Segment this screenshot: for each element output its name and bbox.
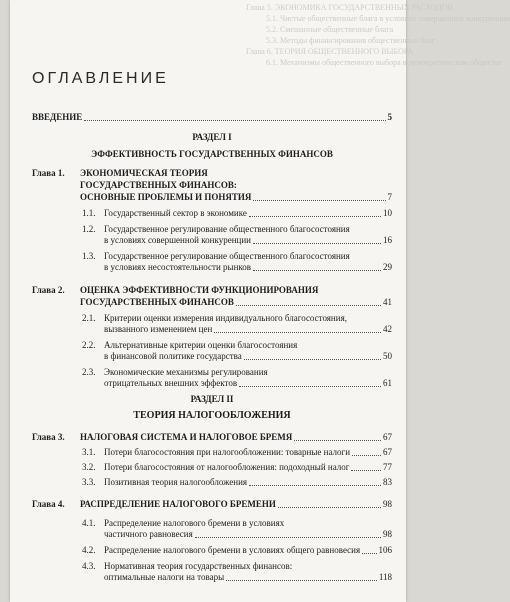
- chapter-title-line: ГОСУДАРСТВЕННЫХ ФИНАНСОВ:: [80, 180, 237, 190]
- entry-label: Распределение налогового бремени в условиях: [104, 518, 285, 528]
- bleed-line: 5.2. Смешанные общественные блага: [266, 25, 394, 34]
- leader-dots: [253, 243, 381, 244]
- page-number: 10: [383, 208, 392, 218]
- chapter-title: РАСПРЕДЕЛЕНИЕ НАЛОГОВОГО БРЕМЕНИ: [80, 499, 276, 509]
- entry-label: Позитивная теория налогообложения: [104, 477, 248, 487]
- chapter-tag: Глава 1.: [32, 168, 65, 178]
- leader-dots: [352, 455, 381, 456]
- entry-label: в условиях совершенной конкуренции: [104, 235, 251, 245]
- chapter-tag: Глава 4.: [32, 499, 65, 509]
- chapter-title-line: ГОСУДАРСТВЕННЫХ ФИНАНСОВ: [80, 297, 234, 307]
- toc-section-4-3[interactable]: [32, 561, 392, 572]
- toc-chapter-3[interactable]: [32, 432, 392, 443]
- bleed-through-text: [16, 2, 510, 110]
- page-number: 83: [383, 477, 392, 487]
- toc-chapter-4[interactable]: [32, 499, 392, 510]
- page-number: 41: [383, 297, 392, 307]
- section-number: 1.1.: [82, 208, 96, 218]
- leader-dots: [253, 270, 381, 271]
- toc-section-4-1[interactable]: [32, 518, 392, 529]
- toc-section-1-3[interactable]: [32, 251, 392, 262]
- toc-section-1-3-end[interactable]: [32, 262, 392, 273]
- entry-label: Потери благосостояния при налогообложении: товарные налоги: [104, 447, 351, 457]
- toc-chapter-2[interactable]: [32, 285, 392, 296]
- page-number: 61: [383, 378, 392, 388]
- chapter-title: НАЛОГОВАЯ СИСТЕМА И НАЛОГОВОЕ БРЕМЯ: [80, 432, 293, 442]
- part-subtitle: ТЕОРИЯ НАЛОГООБЛОЖЕНИЯ: [133, 410, 291, 421]
- page-number: 98: [383, 529, 392, 539]
- entry-label: частичного равновесия: [104, 529, 193, 539]
- page-title: ОГЛАВЛЕНИЕ: [32, 70, 169, 87]
- toc-section-2-1-end[interactable]: [32, 324, 392, 335]
- part-subtitle: ЭФФЕКТИВНОСТЬ ГОСУДАРСТВЕННЫХ ФИНАНСОВ: [91, 149, 333, 159]
- toc-section-4-3-end[interactable]: [32, 572, 392, 583]
- entry-label: ВВЕДЕНИЕ: [32, 112, 83, 122]
- page-number: 7: [387, 192, 392, 202]
- toc-section-2-1[interactable]: [32, 313, 392, 324]
- toc-section-1-1[interactable]: [32, 208, 392, 219]
- leader-dots: [236, 305, 381, 306]
- bleed-line: 5.1. Чистые общественные блага в условиях совершенной конкуренции: [266, 14, 510, 23]
- entry-label: Нормативная теория государственных финансов:: [104, 561, 293, 571]
- entry-label: Альтернативные критерии оценки благосостояния: [104, 340, 298, 350]
- section-number: 1.3.: [82, 251, 96, 261]
- entry-label: Государственное регулирование общественного благосостояния: [104, 224, 350, 234]
- section-number: 4.1.: [82, 518, 96, 528]
- page-number: 5: [387, 112, 392, 122]
- page-number: 77: [383, 462, 392, 472]
- entry-label: оптимальные налоги на товары: [104, 572, 225, 582]
- leader-dots: [253, 200, 385, 201]
- page-number: 16: [383, 235, 392, 245]
- entry-label: Потери благосостояния от налогообложения: подоходный налог: [104, 462, 350, 472]
- page-number: 118: [378, 572, 392, 582]
- entry-label: в финансовой политике государства: [104, 351, 242, 361]
- entry-label: Экономические механизмы регулирования: [104, 367, 268, 377]
- entry-label: вызванного изменением цен: [104, 324, 213, 334]
- page-number: 98: [383, 499, 392, 509]
- section-number: 2.2.: [82, 340, 96, 350]
- page-number: 29: [383, 262, 392, 272]
- toc-section-1-2[interactable]: [32, 224, 392, 235]
- bleed-line: Глава 6. ТЕОРИЯ ОБЩЕСТВЕННОГО ВЫБОРА: [246, 47, 414, 56]
- entry-label: Критерии оценки измерения индивидуального благосостояния,: [104, 313, 347, 323]
- section-number: 2.3.: [82, 367, 96, 377]
- entry-label: Распределение налогового бремени в условиях общего равновесия: [104, 545, 361, 555]
- toc-entry-intro[interactable]: [32, 112, 392, 123]
- chapter-tag: Глава 3.: [32, 432, 65, 442]
- toc-section-2-2[interactable]: [32, 340, 392, 351]
- section-number: 4.3.: [82, 561, 96, 571]
- section-number: 1.2.: [82, 224, 96, 234]
- toc-section-2-2-end[interactable]: [32, 351, 392, 362]
- toc-section-3-2[interactable]: [32, 462, 392, 473]
- page-number: 42: [383, 324, 392, 334]
- part-title: РАЗДЕЛ II: [190, 394, 234, 404]
- toc-section-3-3[interactable]: [32, 477, 392, 488]
- entry-label: в условиях несостоятельности рынков: [104, 262, 252, 272]
- chapter-title-line: ОСНОВНЫЕ ПРОБЛЕМЫ И ПОНЯТИЯ: [80, 192, 252, 202]
- chapter-tag: Глава 2.: [32, 285, 65, 295]
- bleed-line: 6.1. Механизмы общественного выбора в демократическом обществе: [266, 58, 503, 67]
- entry-label: Государственный сектор в экономике: [104, 208, 247, 218]
- section-number: 3.1.: [82, 447, 96, 457]
- leader-dots: [244, 359, 381, 360]
- leader-dots: [278, 507, 381, 508]
- leader-dots: [351, 470, 381, 471]
- leader-dots: [214, 332, 381, 333]
- toc-chapter-1[interactable]: [32, 168, 392, 179]
- toc-section-4-2[interactable]: [32, 545, 392, 556]
- bleed-line: Глава 5. ЭКОНОМИКА ГОСУДАРСТВЕННЫХ РАСХОДОВ: [246, 3, 453, 12]
- toc-section-2-3[interactable]: [32, 367, 392, 378]
- toc-section-1-2-end[interactable]: [32, 235, 392, 246]
- section-number: 4.2.: [82, 545, 96, 555]
- leader-dots: [249, 216, 381, 217]
- page-number: 67: [383, 447, 392, 457]
- toc-chapter-2-end[interactable]: [32, 297, 392, 308]
- chapter-title-line: ЭКОНОМИЧЕСКАЯ ТЕОРИЯ: [80, 168, 208, 178]
- toc-section-4-1-end[interactable]: [32, 529, 392, 540]
- leader-dots: [249, 485, 381, 486]
- leader-dots: [362, 553, 376, 554]
- toc-section-3-1[interactable]: [32, 447, 392, 458]
- section-number: 3.2.: [82, 462, 96, 472]
- bleed-line: 5.3. Методы финансирования общественных благ: [266, 36, 435, 45]
- leader-dots: [294, 440, 381, 441]
- entry-label: отрицательных внешних эффектов: [104, 378, 238, 388]
- toc-section-2-3-end[interactable]: [32, 378, 392, 389]
- leader-dots: [239, 386, 381, 387]
- page-number: 50: [383, 351, 392, 361]
- book-page: [10, 0, 510, 602]
- page-number: 67: [383, 432, 392, 442]
- entry-label: Государственное регулирование общественного благосостояния: [104, 251, 350, 261]
- leader-dots: [84, 120, 385, 121]
- chapter-title-line: ОЦЕНКА ЭФФЕКТИВНОСТИ ФУНКЦИОНИРОВАНИЯ: [80, 285, 319, 295]
- leader-dots: [195, 537, 381, 538]
- toc-chapter-1-end[interactable]: [32, 192, 392, 203]
- leader-dots: [226, 580, 377, 581]
- section-number: 3.3.: [82, 477, 96, 487]
- section-number: 2.1.: [82, 313, 96, 323]
- page-number: 106: [378, 545, 392, 555]
- part-title: РАЗДЕЛ I: [192, 132, 232, 142]
